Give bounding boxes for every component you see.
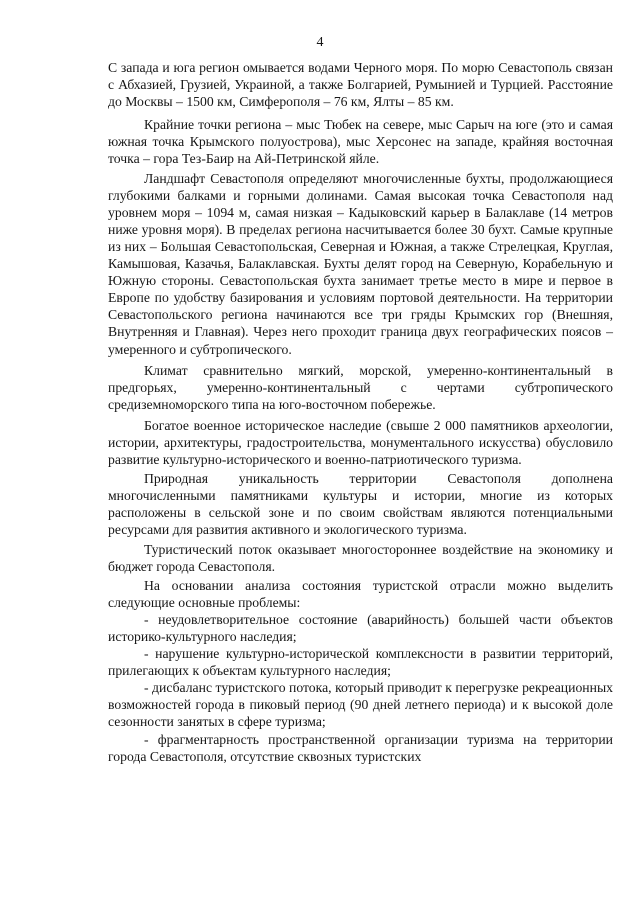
paragraph-extreme-points: Крайние точки региона – мыс Тюбек на севере, мыс Сарыч на юге (это и самая южная точка Крымского полуострова), мыс Херсонес на западе, крайняя восточная точка – гора Тез-Баир на Ай-Петринской яйле.: [108, 117, 613, 167]
problem-item-heritage-condition: - неудовлетворительное состояние (аварийность) большей части объектов историко-культурного наследия;: [108, 611, 613, 644]
problem-item-imbalance: - дисбаланс туристского потока, который приводит к перегрузке рекреационных возможностей города в пиковый период (90 дней летнего периода) и к высокой доле сезонности занятых в сфере туризма;: [108, 680, 613, 730]
paragraph-heritage: Богатое военное историческое наследие (свыше 2 000 памятников археологии, истории, архитектуры, градостроительства, монументального искусства) обусловило развитие культурно-исторического и военно-патриотического туризма.: [108, 417, 613, 468]
document-body: [108, 59, 613, 765]
problem-item-fragmentation: - фрагментарность пространственной организации туризма на территории города Севастополя, отсутствие сквозных туристских: [108, 731, 613, 764]
page-number: 4: [316, 35, 324, 50]
paragraph-climate: Климат сравнительно мягкий, морской, умеренно-континентальный в предгорьях, умеренно-континентальный с чертами субтропического средиземноморского типа на юго-восточном побережье.: [108, 362, 613, 412]
paragraph-location: С запада и юга регион омывается водами Черного моря. По морю Севастополь связан с Абхазией, Грузией, Украиной, а также Болгарией, Румынией и Турцией. Расстояние до Москвы – 1500 км, Симферополя – 76 км, Ялты – 85 км.: [108, 60, 613, 110]
problem-item-complexity: - нарушение культурно-исторической комплексности в развитии территорий, прилегающих к объектам культурного наследия;: [108, 646, 613, 679]
paragraph-nature: Природная уникальность территории Севастополя дополнена многочисленными памятниками культуры и истории, многие из которых расположены в сельской зоне и по своим свойствам являются потенциальными ресурсами для развития активного и экологического туризма.: [108, 471, 613, 538]
paragraph-landscape: Ландшафт Севастополя определяют многочисленные бухты, продолжающиеся глубокими балками и горными долинами. Самая высокая точка Севастополя над уровнем моря – 1094 м, самая низкая – Кадыковский карьер в Балаклаве (14 метров ниже уровня моря). В пределах региона насчитывается более 30 бухт. Самые крупные из них – Большая Севастопольская, Северная и Южная, а также Стрелецкая, Круглая, Камышовая, Казачья, Балаклавская. Бухты делят город на Северную, Корабельную и Южную стороны. Севастопольская бухта занимает третье место в мире и первое в Европе по удобству базирования и условиям портовой деятельности. На территории Севастопольского региона начинаются все три гряды Крымских гор (Внешняя, Внутренняя и Главная). Через него проходит граница двух географических поясов – умеренного и субтропического.: [108, 170, 613, 357]
paragraph-tourist-flow: Туристический поток оказывает многостороннее воздействие на экономику и бюджет города Севастополя.: [108, 541, 613, 574]
paragraph-problems-intro: На основании анализа состояния туристской отрасли можно выделить следующие основные проблемы:: [108, 577, 613, 610]
